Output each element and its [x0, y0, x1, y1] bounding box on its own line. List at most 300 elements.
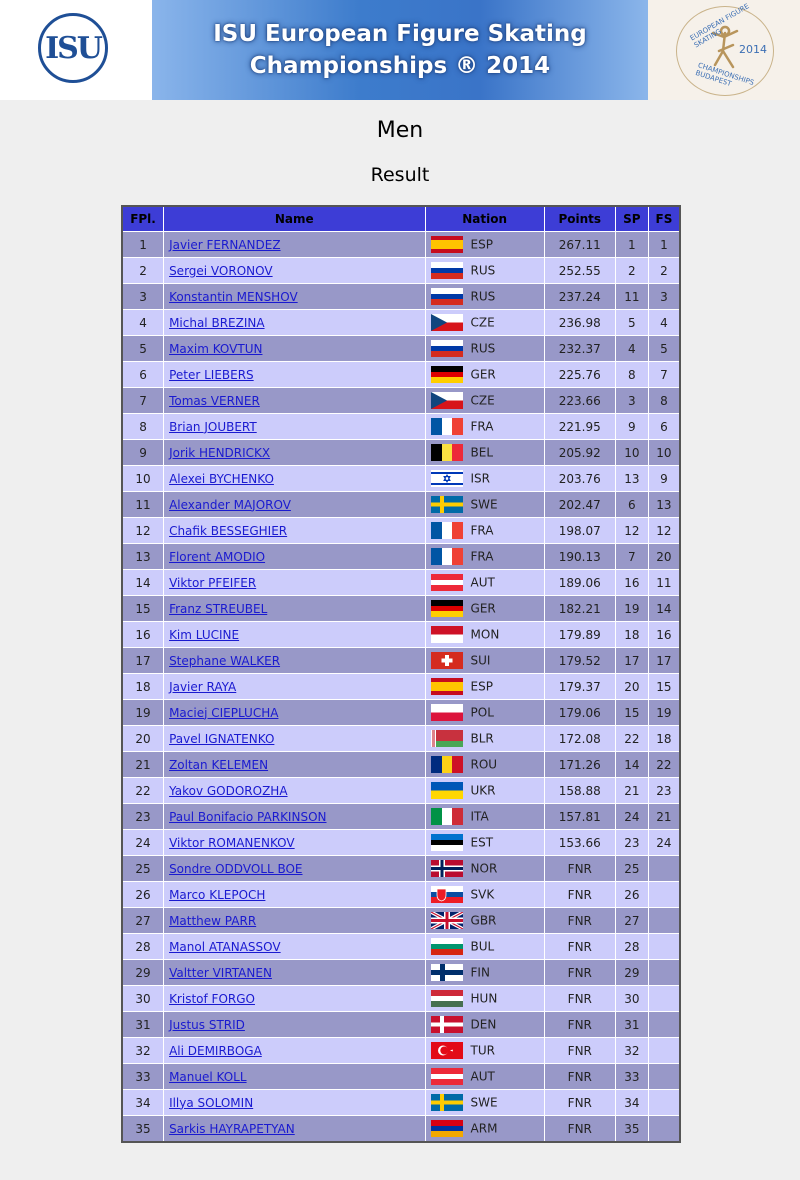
sp-cell: 19	[615, 596, 648, 622]
name-cell	[164, 336, 425, 362]
place-cell: 11	[122, 492, 164, 518]
column-header-fs: FS	[648, 206, 680, 232]
table-row	[122, 518, 680, 544]
name-cell	[164, 778, 425, 804]
name-cell	[164, 518, 425, 544]
nation-code: SUI	[470, 653, 491, 668]
points-cell: 158.88	[544, 778, 615, 804]
name-cell	[164, 492, 425, 518]
skater-link[interactable]: Konstantin MENSHOV	[169, 289, 298, 304]
nation-code: GBR	[470, 913, 497, 928]
place-cell: 28	[122, 934, 164, 960]
name-cell	[164, 440, 425, 466]
event-title	[152, 18, 648, 82]
nation-code: GER	[470, 367, 496, 382]
fs-cell	[648, 934, 680, 960]
fs-cell: 13	[648, 492, 680, 518]
place-cell: 27	[122, 908, 164, 934]
points-cell: FNR	[544, 856, 615, 882]
aut-flag-icon	[431, 1068, 463, 1085]
fs-cell: 6	[648, 414, 680, 440]
sp-cell: 33	[615, 1064, 648, 1090]
rou-flag-icon	[431, 756, 463, 773]
sp-cell: 29	[615, 960, 648, 986]
name-cell	[164, 414, 425, 440]
fs-cell: 7	[648, 362, 680, 388]
fs-cell: 23	[648, 778, 680, 804]
esp-flag-icon	[431, 236, 463, 253]
fs-cell: 1	[648, 232, 680, 258]
den-flag-icon	[431, 1016, 463, 1033]
place-cell: 32	[122, 1038, 164, 1064]
place-cell: 35	[122, 1116, 164, 1143]
fs-cell	[648, 986, 680, 1012]
fs-cell	[648, 856, 680, 882]
skater-link[interactable]: Viktor ROMANENKOV	[169, 835, 295, 850]
swe-flag-icon	[431, 496, 463, 513]
skater-link[interactable]: Kristof FORGO	[169, 991, 255, 1006]
fs-cell	[648, 1090, 680, 1116]
skater-link[interactable]: Manuel KOLL	[169, 1069, 247, 1084]
skater-link[interactable]: Justus STRID	[169, 1017, 245, 1032]
cze-flag-icon	[431, 392, 463, 409]
emblem-year: 2014	[739, 43, 767, 56]
sp-cell: 20	[615, 674, 648, 700]
nation-code: RUS	[470, 289, 496, 304]
sp-cell: 7	[615, 544, 648, 570]
name-cell	[164, 830, 425, 856]
fs-cell: 3	[648, 284, 680, 310]
name-cell	[164, 804, 425, 830]
cze-flag-icon	[431, 314, 463, 331]
name-cell	[164, 726, 425, 752]
name-cell	[164, 882, 425, 908]
name-cell	[164, 284, 425, 310]
points-cell: 179.89	[544, 622, 615, 648]
skater-link[interactable]: Kim LUCINE	[169, 627, 240, 642]
place-cell: 1	[122, 232, 164, 258]
table-row	[122, 778, 680, 804]
page-subtitle: Result	[370, 164, 430, 186]
fs-cell: 19	[648, 700, 680, 726]
sp-cell: 35	[615, 1116, 648, 1143]
emblem-top-text: EUROPEAN FIGURE SKATING	[688, 2, 751, 50]
event-title-line1: ISU European Figure Skating	[213, 21, 587, 47]
fs-cell	[648, 1116, 680, 1143]
nation-cell	[425, 232, 544, 258]
nation-cell	[425, 960, 544, 986]
fs-cell	[648, 882, 680, 908]
points-cell: 190.13	[544, 544, 615, 570]
pol-flag-icon	[431, 704, 463, 721]
fs-cell: 15	[648, 674, 680, 700]
skater-link[interactable]: Marco KLEPOCH	[169, 887, 266, 902]
name-cell	[164, 1012, 425, 1038]
place-cell: 15	[122, 596, 164, 622]
fs-cell: 11	[648, 570, 680, 596]
fs-cell: 9	[648, 466, 680, 492]
nation-cell	[425, 310, 544, 336]
nation-code: ARM	[470, 1121, 498, 1136]
place-cell: 14	[122, 570, 164, 596]
table-header-row	[122, 206, 680, 232]
points-cell: FNR	[544, 934, 615, 960]
nation-cell	[425, 726, 544, 752]
skater-link[interactable]: Peter LIEBERS	[169, 367, 254, 382]
table-row	[122, 674, 680, 700]
skater-link[interactable]: Zoltan KELEMEN	[169, 757, 269, 772]
nation-code: ROU	[470, 757, 498, 772]
sp-cell: 34	[615, 1090, 648, 1116]
ger-flag-icon	[431, 366, 463, 383]
fs-cell	[648, 960, 680, 986]
table-row	[122, 960, 680, 986]
nation-code: FRA	[470, 549, 494, 564]
sp-cell: 11	[615, 284, 648, 310]
sp-cell: 5	[615, 310, 648, 336]
nation-cell	[425, 778, 544, 804]
place-cell: 8	[122, 414, 164, 440]
skater-link[interactable]: Valtter VIRTANEN	[169, 965, 272, 980]
event-title-line2: Championships ® 2014	[249, 53, 551, 79]
nation-cell	[425, 674, 544, 700]
nation-code: FIN	[470, 965, 490, 980]
svk-flag-icon	[431, 886, 463, 903]
fs-cell: 18	[648, 726, 680, 752]
table-row	[122, 258, 680, 284]
table-row	[122, 466, 680, 492]
table-row	[122, 336, 680, 362]
skater-link[interactable]: Matthew PARR	[169, 913, 257, 928]
skater-link[interactable]: Maciej CIEPLUCHA	[169, 705, 279, 720]
nation-cell	[425, 440, 544, 466]
skater-link[interactable]: Javier RAYA	[169, 679, 237, 694]
name-cell	[164, 570, 425, 596]
nation-code: DEN	[470, 1017, 497, 1032]
place-cell: 10	[122, 466, 164, 492]
nation-cell	[425, 804, 544, 830]
name-cell	[164, 1064, 425, 1090]
points-cell: FNR	[544, 986, 615, 1012]
column-header-name: Name	[164, 206, 425, 232]
nation-cell	[425, 284, 544, 310]
fs-cell: 2	[648, 258, 680, 284]
place-cell: 33	[122, 1064, 164, 1090]
nation-code: RUS	[470, 263, 496, 278]
points-cell: FNR	[544, 1064, 615, 1090]
name-cell	[164, 622, 425, 648]
place-cell: 9	[122, 440, 164, 466]
table-row	[122, 934, 680, 960]
table-row	[122, 544, 680, 570]
fs-cell: 8	[648, 388, 680, 414]
name-cell	[164, 310, 425, 336]
sp-cell: 22	[615, 726, 648, 752]
place-cell: 3	[122, 284, 164, 310]
place-cell: 19	[122, 700, 164, 726]
results-table	[121, 205, 681, 1143]
gbr-flag-icon	[431, 912, 463, 929]
place-cell: 16	[122, 622, 164, 648]
skater-link[interactable]: Jorik HENDRICKX	[169, 445, 271, 460]
nation-code: SVK	[470, 887, 495, 902]
nation-cell	[425, 466, 544, 492]
table-row	[122, 648, 680, 674]
championship-emblem	[648, 0, 800, 100]
nation-cell	[425, 648, 544, 674]
nation-cell	[425, 752, 544, 778]
points-cell: 237.24	[544, 284, 615, 310]
points-cell: 171.26	[544, 752, 615, 778]
points-cell: 225.76	[544, 362, 615, 388]
skater-link[interactable]: Viktor PFEIFER	[169, 575, 257, 590]
skater-link[interactable]: Florent AMODIO	[169, 549, 266, 564]
points-cell: 252.55	[544, 258, 615, 284]
isu-logo[interactable]	[0, 0, 152, 100]
nation-cell	[425, 362, 544, 388]
nation-cell	[425, 336, 544, 362]
points-cell: 267.11	[544, 232, 615, 258]
sp-cell: 10	[615, 440, 648, 466]
name-cell	[164, 674, 425, 700]
table-row	[122, 622, 680, 648]
nation-cell	[425, 908, 544, 934]
nation-code: SWE	[470, 1095, 498, 1110]
table-row	[122, 1038, 680, 1064]
nation-cell	[425, 492, 544, 518]
points-cell: FNR	[544, 1038, 615, 1064]
table-row	[122, 388, 680, 414]
table-row	[122, 284, 680, 310]
place-cell: 25	[122, 856, 164, 882]
skater-link[interactable]: Franz STREUBEL	[169, 601, 268, 616]
table-row	[122, 310, 680, 336]
sp-cell: 16	[615, 570, 648, 596]
column-header-nation: Nation	[425, 206, 544, 232]
fs-cell: 17	[648, 648, 680, 674]
nation-code: ITA	[470, 809, 489, 824]
bul-flag-icon	[431, 938, 463, 955]
nation-cell	[425, 570, 544, 596]
skater-link[interactable]: Javier FERNANDEZ	[169, 237, 281, 252]
table-row	[122, 700, 680, 726]
nation-code: AUT	[470, 1069, 495, 1084]
mon-flag-icon	[431, 626, 463, 643]
table-row	[122, 1012, 680, 1038]
fra-flag-icon	[431, 548, 463, 565]
points-cell: 205.92	[544, 440, 615, 466]
fra-flag-icon	[431, 418, 463, 435]
points-cell: 179.06	[544, 700, 615, 726]
nation-cell	[425, 830, 544, 856]
table-row	[122, 752, 680, 778]
skater-link[interactable]: Sondre ODDVOLL BOE	[169, 861, 303, 876]
sp-cell: 32	[615, 1038, 648, 1064]
ita-flag-icon	[431, 808, 463, 825]
skater-link[interactable]: Paul Bonifacio PARKINSON	[169, 809, 327, 824]
sp-cell: 18	[615, 622, 648, 648]
nation-code: NOR	[470, 861, 498, 876]
nation-code: ESP	[470, 679, 493, 694]
fs-cell: 5	[648, 336, 680, 362]
table-row	[122, 440, 680, 466]
table-row	[122, 414, 680, 440]
name-cell	[164, 986, 425, 1012]
table-row	[122, 856, 680, 882]
name-cell	[164, 466, 425, 492]
rus-flag-icon	[431, 288, 463, 305]
table-row	[122, 830, 680, 856]
sp-cell: 24	[615, 804, 648, 830]
fs-cell: 14	[648, 596, 680, 622]
name-cell	[164, 700, 425, 726]
name-cell	[164, 596, 425, 622]
skater-link[interactable]: Manol ATANASSOV	[169, 939, 281, 954]
table-row	[122, 1090, 680, 1116]
table-row	[122, 882, 680, 908]
header-banner	[0, 0, 800, 100]
skater-link[interactable]: Yakov GODOROZHA	[169, 783, 288, 798]
points-cell: 189.06	[544, 570, 615, 596]
fs-cell: 21	[648, 804, 680, 830]
table-row	[122, 596, 680, 622]
table-row	[122, 362, 680, 388]
sp-cell: 14	[615, 752, 648, 778]
place-cell: 18	[122, 674, 164, 700]
place-cell: 2	[122, 258, 164, 284]
sp-cell: 15	[615, 700, 648, 726]
sp-cell: 17	[615, 648, 648, 674]
name-cell	[164, 648, 425, 674]
name-cell	[164, 1116, 425, 1143]
sp-cell: 4	[615, 336, 648, 362]
ger-flag-icon	[431, 600, 463, 617]
fs-cell	[648, 1064, 680, 1090]
points-cell: 203.76	[544, 466, 615, 492]
aut-flag-icon	[431, 574, 463, 591]
points-cell: 223.66	[544, 388, 615, 414]
nation-cell	[425, 700, 544, 726]
nation-cell	[425, 1064, 544, 1090]
name-cell	[164, 934, 425, 960]
name-cell	[164, 908, 425, 934]
skater-link[interactable]: Stephane WALKER	[169, 653, 281, 668]
name-cell	[164, 232, 425, 258]
points-cell: 221.95	[544, 414, 615, 440]
points-cell: 179.52	[544, 648, 615, 674]
nation-cell	[425, 856, 544, 882]
points-cell: 179.37	[544, 674, 615, 700]
skater-link[interactable]: Sergei VORONOV	[169, 263, 273, 278]
nation-code: RUS	[470, 341, 496, 356]
skater-link[interactable]: Illya SOLOMIN	[169, 1095, 254, 1110]
nation-cell	[425, 596, 544, 622]
page-title: Men	[376, 118, 424, 143]
nation-code: BUL	[470, 939, 495, 954]
nation-code: ESP	[470, 237, 493, 252]
nation-cell	[425, 544, 544, 570]
place-cell: 20	[122, 726, 164, 752]
name-cell	[164, 1090, 425, 1116]
skater-link[interactable]: Pavel IGNATENKO	[169, 731, 275, 746]
nation-cell	[425, 1116, 544, 1143]
name-cell	[164, 960, 425, 986]
arm-flag-icon	[431, 1120, 463, 1137]
nation-code: HUN	[470, 991, 498, 1006]
skater-link[interactable]: Michal BREZINA	[169, 315, 265, 330]
place-cell: 5	[122, 336, 164, 362]
fs-cell	[648, 1038, 680, 1064]
nation-code: BEL	[470, 445, 494, 460]
skater-link[interactable]: Alexei BYCHENKO	[169, 471, 274, 486]
isr-flag-icon	[431, 470, 463, 487]
place-cell: 4	[122, 310, 164, 336]
skater-emblem-icon	[676, 2, 774, 96]
rus-flag-icon	[431, 262, 463, 279]
table-row	[122, 804, 680, 830]
nation-cell	[425, 986, 544, 1012]
skater-link[interactable]: Ali DEMIRBOGA	[169, 1043, 262, 1058]
points-cell: 182.21	[544, 596, 615, 622]
table-row	[122, 908, 680, 934]
fs-cell	[648, 908, 680, 934]
place-cell: 30	[122, 986, 164, 1012]
skater-link[interactable]: Brian JOUBERT	[169, 419, 257, 434]
nation-code: CZE	[470, 393, 495, 408]
points-cell: 157.81	[544, 804, 615, 830]
name-cell	[164, 388, 425, 414]
sp-cell: 13	[615, 466, 648, 492]
sp-cell: 6	[615, 492, 648, 518]
sp-cell: 26	[615, 882, 648, 908]
table-row	[122, 1116, 680, 1143]
points-cell: 202.47	[544, 492, 615, 518]
nation-cell	[425, 1038, 544, 1064]
name-cell	[164, 362, 425, 388]
name-cell	[164, 752, 425, 778]
place-cell: 13	[122, 544, 164, 570]
name-cell	[164, 856, 425, 882]
table-row	[122, 726, 680, 752]
place-cell: 24	[122, 830, 164, 856]
skater-link[interactable]: Maxim KOVTUN	[169, 341, 263, 356]
isu-logo-text: ISU	[45, 30, 101, 66]
skater-link[interactable]: Chafik BESSEGHIER	[169, 523, 288, 538]
emblem-bottom-text: CHAMPIONSHIPS BUDAPEST	[694, 61, 755, 89]
column-header-fpl: FPl.	[122, 206, 164, 232]
place-cell: 26	[122, 882, 164, 908]
points-cell: 236.98	[544, 310, 615, 336]
skater-link[interactable]: Tomas VERNER	[169, 393, 260, 408]
sp-cell: 12	[615, 518, 648, 544]
nation-code: AUT	[470, 575, 495, 590]
sp-cell: 1	[615, 232, 648, 258]
place-cell: 29	[122, 960, 164, 986]
swe-flag-icon	[431, 1094, 463, 1111]
skater-link[interactable]: Alexander MAJOROV	[169, 497, 291, 512]
nation-code: GER	[470, 601, 496, 616]
place-cell: 7	[122, 388, 164, 414]
place-cell: 17	[122, 648, 164, 674]
place-cell: 34	[122, 1090, 164, 1116]
skater-link[interactable]: Sarkis HAYRAPETYAN	[169, 1121, 295, 1136]
sp-cell: 8	[615, 362, 648, 388]
bel-flag-icon	[431, 444, 463, 461]
name-cell	[164, 1038, 425, 1064]
fra-flag-icon	[431, 522, 463, 539]
points-cell: 172.08	[544, 726, 615, 752]
nation-cell	[425, 622, 544, 648]
